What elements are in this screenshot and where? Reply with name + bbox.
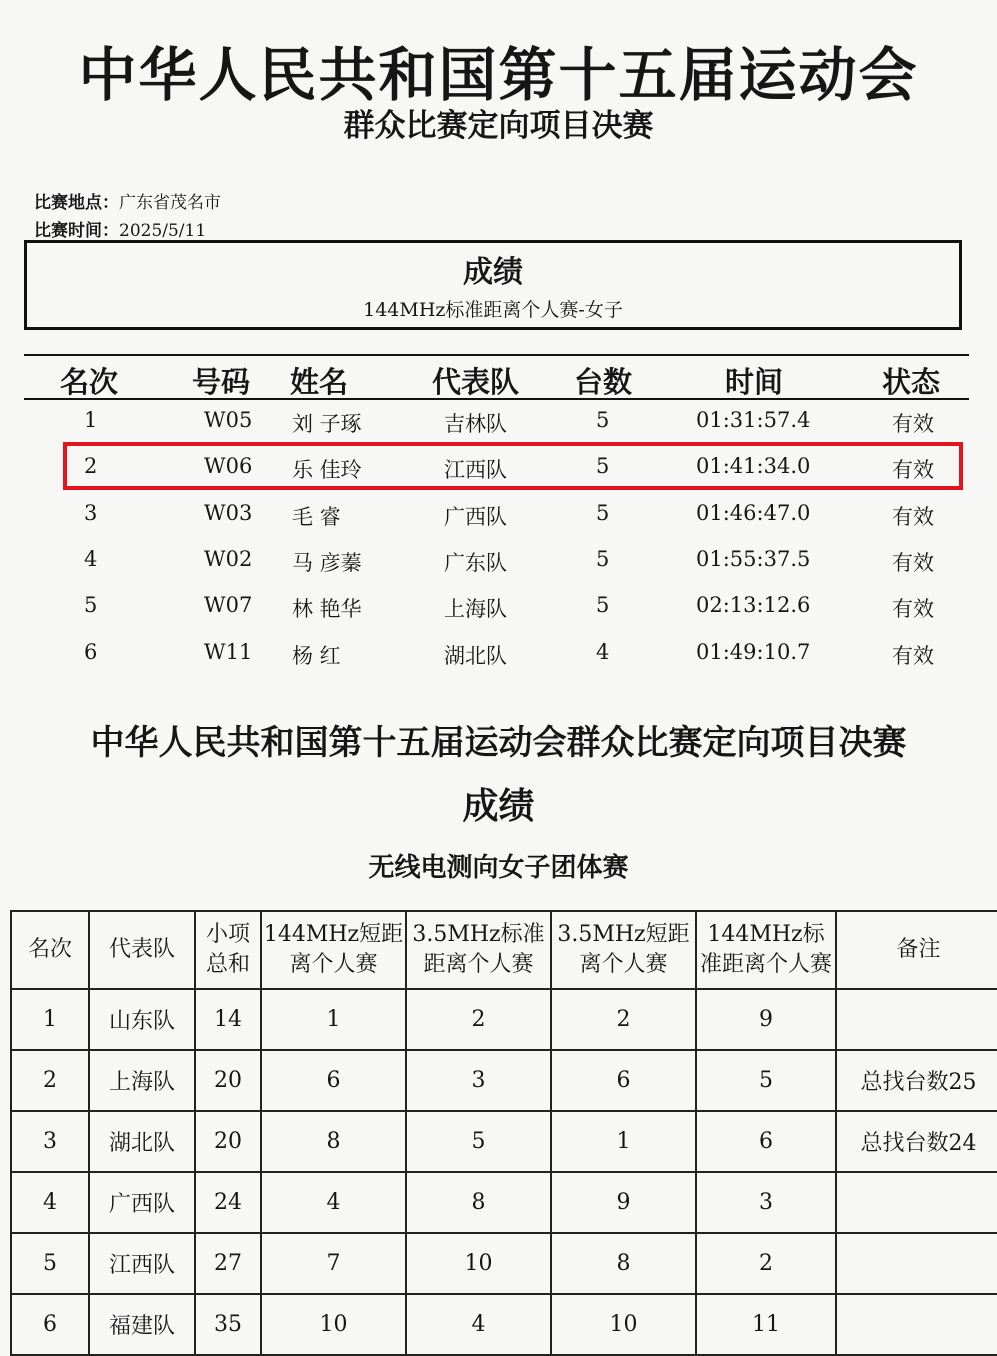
results-header-box [24, 240, 962, 330]
event2-cell: 3 [406, 1050, 551, 1111]
time-cell: 02:13:12.6 [696, 593, 811, 617]
rank-cell: 4 [84, 547, 98, 571]
name-cell: 毛 睿 [292, 505, 341, 529]
event1-cell: 6 [261, 1050, 406, 1111]
bib-cell: W07 [204, 593, 253, 617]
time-cell: 01:41:34.0 [696, 454, 811, 478]
status-cell: 有效 [892, 505, 934, 529]
team-cell: 上海队 [444, 597, 507, 621]
event3-cell: 8 [551, 1233, 696, 1294]
document-subtitle: 群众比赛定向项目决赛 [343, 108, 654, 144]
team-header-event3: 3.5MHz短距离个人赛 [551, 911, 696, 989]
team-name-cell: 湖北队 [89, 1111, 195, 1172]
team-name-cell: 福建队 [89, 1294, 195, 1355]
event3-cell: 10 [551, 1294, 696, 1355]
event4-cell: 9 [696, 989, 836, 1050]
event1-cell: 8 [261, 1111, 406, 1172]
header-bottom-rule [24, 398, 969, 400]
table-row [11, 989, 997, 1050]
count-cell: 4 [596, 640, 610, 664]
team-total-cell: 14 [195, 989, 261, 1050]
team-total-cell: 20 [195, 1050, 261, 1111]
header-rank: 名次 [60, 365, 119, 399]
event1-cell: 7 [261, 1233, 406, 1294]
team-event-name: 无线电测向女子团体赛 [368, 853, 629, 883]
team-cell: 广西队 [444, 505, 507, 529]
note-cell [836, 1294, 997, 1355]
team-cell: 湖北队 [444, 644, 507, 668]
event2-cell: 2 [406, 989, 551, 1050]
count-cell: 5 [596, 501, 610, 525]
team-header-total: 小项总和 [195, 911, 261, 989]
table-row [11, 1294, 997, 1355]
table-top-rule [24, 354, 969, 356]
count-cell: 5 [596, 408, 610, 432]
count-cell: 5 [596, 593, 610, 617]
venue-line [34, 188, 221, 213]
team-total-cell: 35 [195, 1294, 261, 1355]
header-status: 状态 [882, 365, 941, 399]
rank-cell: 1 [84, 408, 98, 432]
team-results-title: 成绩 [462, 786, 535, 827]
event-name: 144MHz标准距离个人赛-女子 [363, 299, 623, 321]
time-cell: 01:55:37.5 [696, 547, 811, 571]
document-title: 中华人民共和国第十五届运动会 [78, 41, 919, 109]
header-time: 时间 [725, 365, 784, 399]
time-cell: 01:46:47.0 [696, 501, 811, 525]
note-cell: 总找台数25 [836, 1050, 997, 1111]
bib-cell: W11 [204, 640, 253, 664]
date-label: 比赛时间： [34, 221, 119, 241]
bib-cell: W02 [204, 547, 253, 571]
rank-cell: 2 [84, 454, 98, 478]
note-cell: 总找台数24 [836, 1111, 997, 1172]
team-name-cell: 山东队 [89, 989, 195, 1050]
status-cell: 有效 [892, 412, 934, 436]
event4-cell: 6 [696, 1111, 836, 1172]
team-header-note: 备注 [836, 911, 997, 989]
status-cell: 有效 [892, 458, 934, 482]
team-rank-cell: 2 [11, 1050, 89, 1111]
team-header-event1: 144MHz短距离个人赛 [261, 911, 406, 989]
team-rank-cell: 6 [11, 1294, 89, 1355]
header-team: 代表队 [432, 365, 520, 399]
bib-cell: W05 [204, 408, 253, 432]
name-cell: 马 彦蓁 [292, 551, 362, 575]
event4-cell: 2 [696, 1233, 836, 1294]
date-line [34, 216, 206, 241]
team-document-title: 中华人民共和国第十五届运动会群众比赛定向项目决赛 [90, 723, 907, 763]
name-cell: 林 艳华 [292, 597, 362, 621]
note-cell [836, 1233, 997, 1294]
team-results-table [10, 910, 997, 1356]
event2-cell: 8 [406, 1172, 551, 1233]
team-table-header-row [11, 911, 997, 989]
table-row [11, 1050, 997, 1111]
status-cell: 有效 [892, 644, 934, 668]
team-header-event4: 144MHz标准距离个人赛 [696, 911, 836, 989]
header-count: 台数 [574, 365, 633, 399]
team-header-team: 代表队 [89, 911, 195, 989]
results-title: 成绩 [463, 255, 523, 290]
table-row [11, 1233, 997, 1294]
bib-cell: W06 [204, 454, 253, 478]
team-cell: 吉林队 [444, 412, 507, 436]
status-cell: 有效 [892, 551, 934, 575]
event3-cell: 6 [551, 1050, 696, 1111]
event3-cell: 9 [551, 1172, 696, 1233]
event1-cell: 4 [261, 1172, 406, 1233]
team-total-cell: 20 [195, 1111, 261, 1172]
event4-cell: 5 [696, 1050, 836, 1111]
team-header-rank: 名次 [11, 911, 89, 989]
team-total-cell: 27 [195, 1233, 261, 1294]
highlight-box [63, 442, 963, 490]
rank-cell: 3 [84, 501, 98, 525]
bib-cell: W03 [204, 501, 253, 525]
note-cell [836, 1172, 997, 1233]
event1-cell: 1 [261, 989, 406, 1050]
count-cell: 5 [596, 454, 610, 478]
team-rank-cell: 4 [11, 1172, 89, 1233]
team-cell: 江西队 [444, 458, 507, 482]
team-rank-cell: 5 [11, 1233, 89, 1294]
time-cell: 01:31:57.4 [696, 408, 811, 432]
status-cell: 有效 [892, 597, 934, 621]
count-cell: 5 [596, 547, 610, 571]
event1-cell: 10 [261, 1294, 406, 1355]
header-bib: 号码 [192, 365, 251, 399]
time-cell: 01:49:10.7 [696, 640, 811, 664]
team-total-cell: 24 [195, 1172, 261, 1233]
team-name-cell: 江西队 [89, 1233, 195, 1294]
date-value: 2025/5/11 [119, 221, 207, 241]
table-row [11, 1111, 997, 1172]
team-header-event2: 3.5MHz标准距离个人赛 [406, 911, 551, 989]
team-name-cell: 上海队 [89, 1050, 195, 1111]
event2-cell: 10 [406, 1233, 551, 1294]
team-rank-cell: 1 [11, 989, 89, 1050]
name-cell: 刘 子琢 [292, 412, 362, 436]
team-rank-cell: 3 [11, 1111, 89, 1172]
venue-label: 比赛地点： [34, 193, 119, 213]
event3-cell: 1 [551, 1111, 696, 1172]
header-name: 姓名 [290, 365, 349, 399]
rank-cell: 5 [84, 593, 98, 617]
event2-cell: 4 [406, 1294, 551, 1355]
note-cell [836, 989, 997, 1050]
table-row [11, 1172, 997, 1233]
event3-cell: 2 [551, 989, 696, 1050]
venue-value: 广东省茂名市 [119, 193, 221, 213]
event4-cell: 3 [696, 1172, 836, 1233]
team-name-cell: 广西队 [89, 1172, 195, 1233]
name-cell: 杨 红 [292, 644, 341, 668]
event4-cell: 11 [696, 1294, 836, 1355]
team-cell: 广东队 [444, 551, 507, 575]
name-cell: 乐 佳玲 [292, 458, 362, 482]
rank-cell: 6 [84, 640, 98, 664]
event2-cell: 5 [406, 1111, 551, 1172]
